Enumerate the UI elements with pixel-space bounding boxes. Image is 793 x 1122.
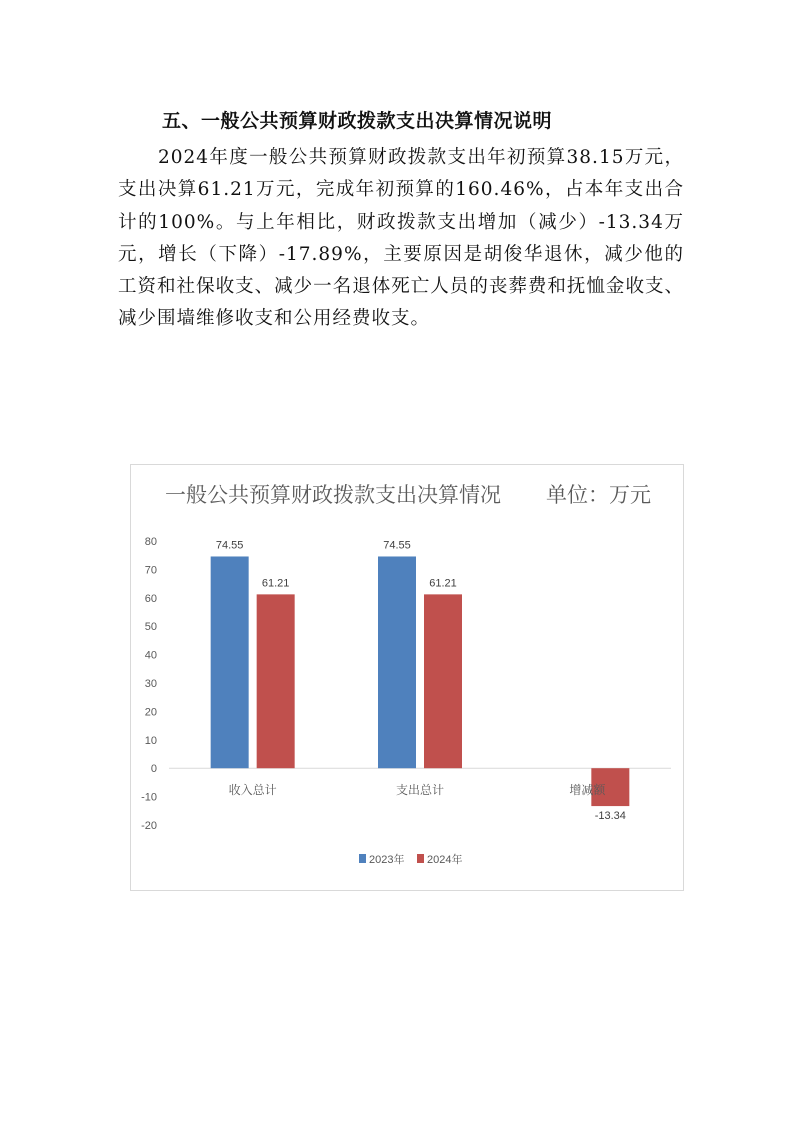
data-label: -13.34 [594,810,626,823]
category-label: 增减额 [569,783,606,798]
bar-2024年-收入总计 [257,594,295,768]
y-tick-label: 0 [150,763,157,776]
section-paragraph: 2024年度一般公共预算财政拨款支出年初预算38.15万元，支出决算61.21万元，完成年初预算的160.46%，占本年支出合计的100%。与上年相比，财政拨款支出增加（减少）-13.34万元，增长（下降）-17.89%，主要原因是胡俊华退休，减少他的工资和社保收支、减少一名退体死亡人员的丧葬费和抚恤金收支、减少围墙维修收支和公用经费收支。 [118,147,684,330]
expenditure-chart [130,464,684,891]
legend-label: 2024年 [427,854,463,866]
chart-unit-label: 单位：万元 [546,484,651,507]
y-tick-label: 30 [144,678,157,690]
chart-title: 一般公共预算财政拨款支出决算情况 [165,484,501,507]
section-heading: 五、一般公共预算财政拨款支出决算情况说明 [162,110,553,132]
data-label: 61.21 [261,577,290,590]
legend-swatch-2023年 [359,854,366,863]
y-tick-label: -20 [141,820,157,832]
bar-2023年-收入总计 [211,556,249,768]
legend-swatch-2024年 [417,854,424,863]
data-label: 74.55 [383,539,411,552]
chart-canvas [131,465,685,892]
bar-2024年-支出总计 [424,594,462,768]
bar-2023年-支出总计 [378,556,416,768]
category-label: 支出总计 [395,783,445,798]
y-tick-label: 60 [144,592,157,605]
y-tick-label: 50 [144,621,157,634]
y-tick-label: 40 [144,649,157,662]
y-tick-label: 80 [144,536,157,548]
legend-label: 2023年 [369,854,405,866]
data-label: 74.55 [215,539,244,552]
data-label: 61.21 [429,577,457,590]
y-tick-label: -10 [141,791,157,804]
y-tick-label: 70 [144,564,157,577]
y-tick-label: 10 [144,734,157,747]
y-tick-label: 20 [144,706,157,719]
category-label: 收入总计 [228,783,277,798]
